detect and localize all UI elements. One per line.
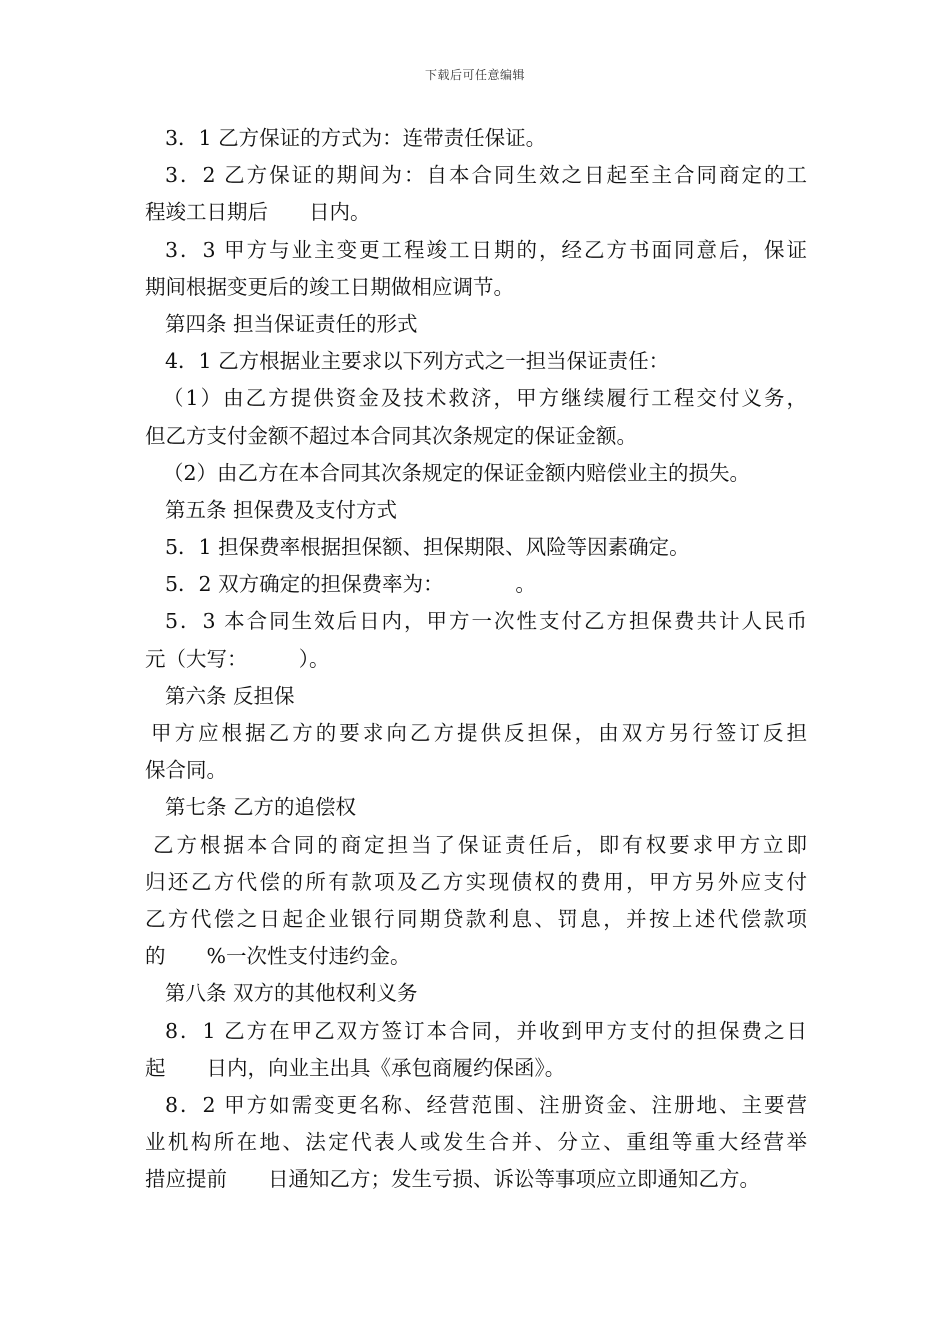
clause-3-2-cont: 程竣工日期后 日内。	[145, 200, 371, 225]
article-4-heading: 第四条 担当保证责任的形式	[165, 311, 418, 336]
clause-8-1: 8．1 乙方在甲乙双方签订本合同，并收到甲方支付的担保费之日	[165, 1018, 807, 1043]
clause-8-2: 8．2 甲方如需变更名称、经营范围、注册资金、注册地、主要营	[165, 1092, 807, 1117]
article-7-heading: 第七条 乙方的追偿权	[165, 795, 357, 820]
clause-3-1: 3．1 乙方保证的方式为：连带责任保证。	[165, 126, 547, 150]
clause-3-3-cont: 期间根据变更后的竣工日期做相应调节。	[145, 274, 514, 299]
page-header: 下载后可任意编辑	[424, 68, 525, 82]
clause-8-2-cont-1: 业机构所在地、法定代表人或发生合并、分立、重组等重大经营举	[145, 1130, 807, 1155]
article-7-text: 乙方根据本合同的商定担当了保证责任后，即有权要求甲方立即	[153, 832, 807, 857]
clause-3-2: 3．2 乙方保证的期间为：自本合同生效之日起至主合同商定的工	[165, 163, 807, 188]
article-6-heading: 第六条 反担保	[165, 683, 295, 708]
article-5-heading: 第五条 担保费及支付方式	[165, 497, 398, 522]
clause-3-3: 3．3 甲方与业主变更工程竣工日期的，经乙方书面同意后，保证	[165, 237, 807, 262]
article-7-text-cont-3: 的 %一次性支付违约金。	[145, 944, 411, 969]
article-7-text-cont-2: 乙方代偿之日起企业银行同期贷款利息、罚息，并按上述代偿款项	[145, 906, 807, 931]
clause-5-1: 5．1 担保费率根据担保额、担保期限、风险等因素确定。	[165, 535, 690, 560]
clause-4-1-item-1-cont: 但乙方支付金额不超过本合同其次条规定的保证金额。	[145, 423, 637, 448]
clause-8-1-cont: 起 日内，向业主出具《承包商履约保函》。	[145, 1055, 566, 1080]
clause-4-1: 4．1 乙方根据业主要求以下列方式之一担当保证责任：	[165, 349, 670, 374]
article-6-text: 甲方应根据乙方的要求向乙方提供反担保，由双方另行签订反担	[151, 721, 807, 745]
clause-4-1-item-1: （1）由乙方提供资金及技术救济，甲方继续履行工程交付义务，	[163, 386, 807, 411]
clause-4-1-item-2: （2）由乙方在本合同其次条规定的保证金额内赔偿业主的损失。	[163, 460, 751, 485]
article-7-text-cont-1: 归还乙方代偿的所有款项及乙方实现债权的费用，甲方另外应支付	[145, 869, 807, 894]
clause-8-2-cont-2: 措应提前 日通知乙方；发生亏损、诉讼等事项应立即通知乙方。	[145, 1167, 760, 1192]
article-6-text-cont: 保合同。	[145, 758, 227, 783]
article-8-heading: 第八条 双方的其他权利义务	[165, 981, 418, 1006]
clause-5-2: 5．2 双方确定的担保费率为： 。	[165, 572, 536, 597]
clause-5-3: 5．3 本合同生效后日内，甲方一次性支付乙方担保费共计人民币	[165, 609, 807, 634]
document-body	[145, 120, 807, 1198]
clause-5-3-cont: 元（大写： ）。	[145, 646, 330, 671]
